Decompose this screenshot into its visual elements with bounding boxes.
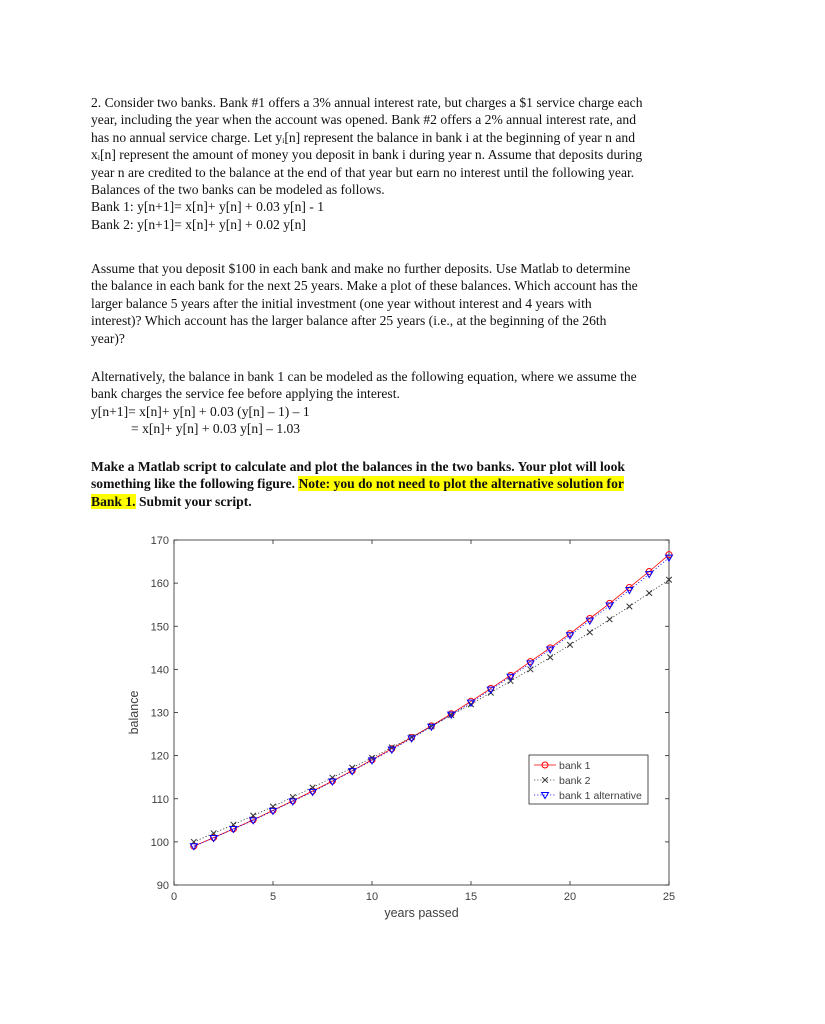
p1-line-3: has no annual service charge. Let yᵢ[n] represent the balance in bank i at the beginning of year n and (91, 129, 635, 145)
legend (529, 755, 648, 804)
p2-line-5: year)? (91, 330, 125, 346)
x-tick-label: 20 (563, 891, 577, 903)
x-tick-label: 5 (269, 891, 277, 903)
y-tick-label: 100 (150, 836, 169, 849)
alt-equation-2: = x[n]+ y[n] + 0.03 y[n] – 1.03 (131, 421, 301, 437)
p4-line-1: Make a Matlab script to calculate and plot the balances in the two banks. Your plot will look (91, 459, 625, 474)
p2-line-1: Assume that you deposit $100 in each bank and make no further deposits. Use Matlab to determine (91, 261, 631, 276)
bank1-equation: Bank 1: y[n+1]= x[n]+ y[n] + 0.03 y[n] - 1 (91, 199, 325, 215)
p4-line-3-highlight: Bank 1. (91, 493, 136, 509)
y-tick-label: 120 (150, 750, 169, 763)
p4-line-2-highlight: Note: you do not need to plot the alternative solution for (298, 476, 624, 492)
p1-line-1: 2. Consider two banks. Bank #1 offers a 3% annual interest rate, but charges a $1 service charge each (91, 95, 643, 110)
p2-line-3: larger balance 5 years after the initial investment (one year without interest and 4 years with (91, 295, 592, 311)
p2-line-2: the balance in each bank for the next 25 years. Make a plot of these balances. Which account has the (91, 278, 638, 294)
p2-line-4: interest)? Which account has the larger balance after 25 years (i.e., at the beginning of the 26th (91, 313, 607, 329)
p4-line-2-plain: something like the following figure. (91, 476, 299, 492)
x-tick-label: 15 (464, 891, 478, 903)
bank2-equation: Bank 2: y[n+1]= x[n]+ y[n] + 0.02 y[n] (91, 216, 306, 232)
x-tick-label: 10 (365, 891, 379, 903)
problem-paragraph-4 (91, 458, 741, 510)
y-axis-label: balance (127, 690, 141, 735)
p4-line-3 (91, 493, 741, 510)
p3-line-1: Alternatively, the balance in bank 1 can be modeled as the following equation, where we assume the (91, 369, 637, 384)
problem-paragraph-1 (91, 94, 741, 233)
legend-bank-2-label: bank 2 (559, 775, 591, 787)
plot-area (174, 540, 669, 885)
p1-line-6: Balances of the two banks can be modeled as follows. (91, 182, 385, 198)
legend-bank-1-label: bank 1 (559, 760, 591, 772)
balance-chart-svg (124, 532, 684, 942)
y-tick-label: 130 (150, 707, 169, 720)
y-tick-label: 140 (150, 664, 169, 677)
y-tick-label: 160 (150, 578, 169, 591)
legend-bank-1-alternative-label: bank 1 alternative (559, 790, 642, 802)
p4-line-2 (91, 475, 741, 492)
p1-line-4: xᵢ[n] represent the amount of money you deposit in bank i during year n. Assume that deposits during (91, 147, 643, 163)
y-tick-label: 90 (156, 880, 169, 892)
p1-line-2: year, including the year when the account was opened. Bank #2 offers a 2% annual interest rate, and (91, 112, 637, 128)
y-tick-label: 150 (150, 621, 169, 634)
x-axis-label: years passed (384, 906, 459, 920)
balance-chart (124, 532, 684, 942)
problem-paragraph-3 (91, 368, 741, 438)
alt-equation-1: y[n+1]= x[n]+ y[n] + 0.03 (y[n] – 1) – 1 (91, 403, 310, 419)
x-tick-label: 25 (662, 891, 676, 903)
x-tick-label: 0 (170, 891, 178, 903)
p4-line-3-plain: Submit your script. (135, 493, 252, 509)
p3-line-2: bank charges the service fee before applying the interest. (91, 386, 400, 402)
p1-line-5: year n are credited to the balance at the end of that year but earn no interest until the following year. (91, 164, 635, 180)
problem-paragraph-2 (91, 260, 741, 347)
y-tick-label: 170 (150, 535, 169, 547)
y-tick-label: 110 (151, 793, 169, 806)
